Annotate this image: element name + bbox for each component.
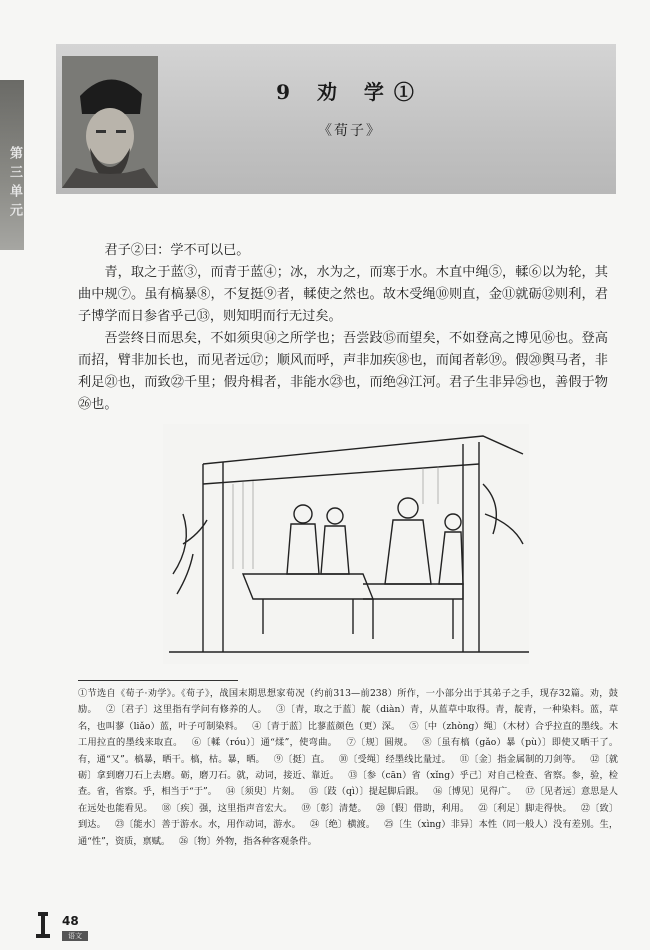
footnote: ②〔君子〕这里指有学问有修养的人。 [106, 704, 267, 716]
lesson-title: 9 劝 学① [276, 80, 424, 104]
classroom-illustration [163, 424, 529, 664]
footnote: ㉓〔能水〕善于游水。水，用作动词，游水。 [114, 819, 301, 831]
footnote-divider [78, 680, 238, 681]
page-corner-mark [34, 910, 54, 940]
xunzi-portrait [62, 56, 158, 188]
footnote: ㉒〔致〕到达。 [78, 802, 619, 831]
illustration-drawing [163, 424, 529, 664]
footnote: ⑰〔见者远〕意思是人在远处也能看见。 [78, 786, 618, 814]
footnote: ⑲〔彰〕清楚。 [301, 802, 367, 814]
paragraph: 青，取之于蓝③，而青于蓝④；冰，水为之，而寒于水。木直中绳⑤，輮⑥以为轮，其曲中规⑦。虽有槁暴⑧，不复挺⑨者，輮使之然也。故木受绳⑩则直，金⑪就砺⑫则利，君子博学而日参省乎己⑬，则知明而行无过矣。 [78, 265, 608, 324]
page-number: 48 [62, 914, 79, 928]
footnote: ④〔青于蓝〕比蓼蓝颜色（更）深。 [252, 720, 401, 732]
footnotes [78, 686, 618, 850]
footnote: ⑯〔博见〕见得广。 [433, 786, 517, 798]
footnote: ㉕〔生（xìng）非异〕本性（同一般人）没有差别。生，通“性”，资质，禀赋。 [78, 819, 619, 847]
footnote: ⑬〔参（cān）省（xǐng）乎己〕对自己检查、省察。参，验，检查。省，省察。乎，相当于“于”。 [78, 770, 618, 798]
footnote: ⑤〔中（zhòng）绳〕（木材）合乎拉直的墨线。木工用拉直的墨线来取直。 [78, 720, 619, 749]
footnote: ⑧〔虽有槁（gǎo）暴（pù）〕即使又晒干了。有，通“又”。槁暴，晒干。槁，枯。暴，晒。 [78, 737, 619, 765]
footnote: ⑪〔金〕指金属制的刀剑等。 [459, 753, 582, 765]
footnote: ⑨〔挺〕直。 [273, 753, 330, 765]
subject-label: 语文 [62, 931, 88, 941]
footnote: ⑫〔就砺〕拿到磨刀石上去磨。砺，磨刀石。就，动词，接近、靠近。 [78, 753, 619, 782]
author-line: 《荀子》 [318, 123, 382, 139]
footnote: ①节选自《荀子·劝学》。《荀子》，战国末期思想家荀况（约前313—前238）所作，一小部分出于其弟子之手，现存32篇。劝，鼓励。 [78, 688, 618, 716]
unit-side-tab: 第三单元 [0, 80, 24, 250]
corner-mark-shape [34, 910, 54, 940]
footnote: ㉑〔利足〕脚走得快。 [478, 802, 572, 814]
footnote: ③〔青，取之于蓝〕靛（diàn）青，从蓝草中取得。青，靛青，一种染料。蓝，草名，也叫蓼（liǎo）蓝，叶子可制染料。 [78, 704, 619, 732]
footnote: ㉔〔绝〕横渡。 [310, 819, 376, 831]
main-text [78, 240, 608, 416]
footnote: ⑦〔规〕圆规。 [346, 737, 414, 749]
footnote: ㉖〔物〕外物，指各种客观条件。 [179, 835, 317, 847]
footnote: ⑩〔受绳〕经墨线比量过。 [338, 753, 451, 765]
portrait-image [62, 56, 158, 188]
paragraph: 君子②曰：学不可以已。 [104, 243, 250, 258]
footnote: ⑭〔须臾〕片刻。 [226, 786, 301, 798]
footnote: ⑮〔跂（qì）〕提起脚后跟。 [309, 786, 425, 798]
footnote: ⑳〔假〕借助，利用。 [375, 802, 470, 814]
paragraph: 吾尝终日而思矣，不如须臾⑭之所学也；吾尝跂⑮而望矣，不如登高之博见⑯也。登高而招，臂非加长也，而见者远⑰；顺风而呼，声非加疾⑱也，而闻者彰⑲。假⑳舆马者，非利足㉑也，而致㉒千里；假舟楫者，非能水㉓也，而绝㉔江河。君子生非异㉕也，善假于物㉖也。 [78, 331, 608, 412]
footnote: ⑥〔輮（róu）〕通“煣”，使弯曲。 [191, 737, 338, 749]
footnote: ⑱〔疾〕强，这里指声音宏大。 [161, 802, 293, 814]
